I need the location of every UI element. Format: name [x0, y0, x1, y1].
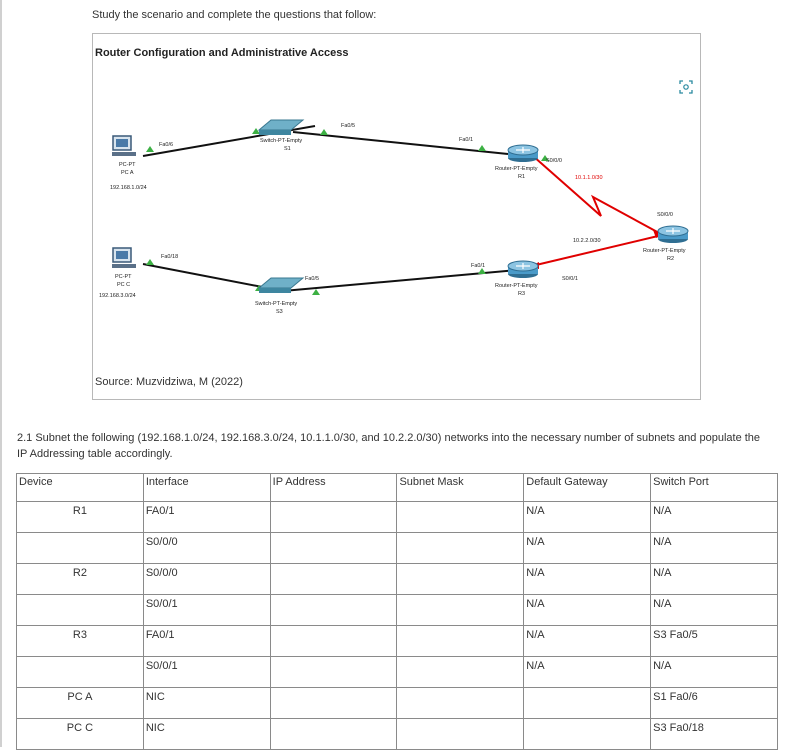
port-led	[146, 259, 154, 265]
router-icon	[508, 145, 538, 162]
table-header-row	[17, 474, 778, 502]
port-led	[252, 128, 260, 134]
port-led	[320, 129, 328, 135]
port-label: Fa0/5	[341, 123, 356, 129]
device-type-label: Router-PT-Empty	[643, 248, 686, 254]
column-header: Switch Port	[651, 474, 778, 502]
ip-address-cell[interactable]	[270, 533, 397, 564]
device-name-label: S3	[276, 309, 283, 315]
device-name-label: S1	[284, 146, 291, 152]
pc-icon	[112, 248, 136, 268]
ip-address-cell[interactable]	[270, 564, 397, 595]
subnet-mask-cell[interactable]	[397, 719, 524, 750]
page-left-border	[0, 0, 2, 747]
device-cell: PC A	[17, 688, 144, 719]
intro-text: Study the scenario and complete the questions that follow:	[92, 9, 377, 21]
device-name-label: R1	[518, 174, 526, 180]
question-2-1: 2.1 Subnet the following (192.168.1.0/24, 192.168.3.0/24, 10.1.1.0/30, and 10.2.2.0/30) networks into the necessary number of subnets and populate the IP Addressing table accordingly.	[17, 432, 761, 460]
ip-address-cell[interactable]	[270, 719, 397, 750]
link-network-label: 10.1.1.0/30	[575, 175, 603, 181]
port-label: S0/0/0	[546, 158, 562, 164]
column-header: IP Address	[270, 474, 397, 502]
subnet-mask-cell[interactable]	[397, 688, 524, 719]
network-label: 192.168.1.0/24	[110, 185, 147, 191]
device-cell	[17, 657, 144, 688]
link-s1-r1	[293, 132, 508, 154]
subnet-mask-cell[interactable]	[397, 657, 524, 688]
default-gateway-cell[interactable]	[524, 688, 651, 719]
interface-cell: NIC	[143, 688, 270, 719]
table-row	[17, 564, 778, 595]
ip-address-cell[interactable]	[270, 626, 397, 657]
port-label: Fa0/1	[459, 137, 474, 143]
port-led	[312, 289, 320, 295]
column-header: Interface	[143, 474, 270, 502]
port-led	[146, 146, 154, 152]
table-row	[17, 502, 778, 533]
column-header: Device	[17, 474, 144, 502]
device-type-label: Router-PT-Empty	[495, 166, 538, 172]
default-gateway-cell: N/A	[524, 626, 651, 657]
expand-image-icon[interactable]	[679, 80, 693, 94]
default-gateway-cell: N/A	[524, 533, 651, 564]
device-type-label: Switch-PT-Empty	[260, 138, 303, 144]
interface-cell: FA0/1	[143, 502, 270, 533]
port-label: Fa0/6	[159, 142, 174, 148]
link-network-label: 10.2.2.0/30	[573, 238, 601, 244]
device-cell: R1	[17, 502, 144, 533]
interface-cell: S0/0/1	[143, 595, 270, 626]
device-cell	[17, 533, 144, 564]
switch-port-cell: S3 Fa0/18	[651, 719, 778, 750]
port-label: Fa0/18	[161, 254, 179, 260]
interface-cell: S0/0/0	[143, 533, 270, 564]
table-row	[17, 657, 778, 688]
switch-port-cell: S3 Fa0/5	[651, 626, 778, 657]
table-row	[17, 533, 778, 564]
device-name-label: R3	[518, 291, 526, 297]
default-gateway-cell: N/A	[524, 564, 651, 595]
port-led	[478, 145, 486, 151]
interface-cell: S0/0/1	[143, 657, 270, 688]
router-icon	[658, 226, 688, 243]
port-label: S0/0/0	[657, 212, 673, 218]
device-type-label: Switch-PT-Empty	[255, 301, 298, 307]
column-header: Subnet Mask	[397, 474, 524, 502]
column-header: Default Gateway	[524, 474, 651, 502]
device-cell: R3	[17, 626, 144, 657]
ip-address-cell[interactable]	[270, 502, 397, 533]
switch-port-cell: N/A	[651, 533, 778, 564]
network-label: 192.168.3.0/24	[99, 293, 136, 299]
topology-figure	[92, 33, 701, 400]
device-name-label: R2	[667, 256, 675, 262]
figure-title: Router Configuration and Administrative Access	[95, 47, 349, 59]
interface-cell: S0/0/0	[143, 564, 270, 595]
topology-diagram	[93, 34, 702, 401]
device-type-label: PC-PT	[119, 162, 136, 168]
subnet-mask-cell[interactable]	[397, 564, 524, 595]
port-label: S0/0/1	[562, 276, 578, 282]
switch-port-cell: N/A	[651, 502, 778, 533]
link-r1-r2-serial	[533, 156, 661, 234]
device-name-label: PC A	[121, 170, 134, 176]
ip-address-cell[interactable]	[270, 688, 397, 719]
subnet-mask-cell[interactable]	[397, 626, 524, 657]
port-label: Fa0/5	[305, 276, 320, 282]
switch-port-cell: S1 Fa0/6	[651, 688, 778, 719]
ip-address-cell[interactable]	[270, 657, 397, 688]
default-gateway-cell[interactable]	[524, 719, 651, 750]
figure-source: Source: Muzvidziwa, M (2022)	[95, 376, 243, 388]
switch-port-cell: N/A	[651, 595, 778, 626]
interface-cell: NIC	[143, 719, 270, 750]
device-type-label: PC-PT	[115, 274, 132, 280]
default-gateway-cell: N/A	[524, 595, 651, 626]
interface-cell: FA0/1	[143, 626, 270, 657]
router-icon	[508, 261, 538, 278]
device-name-label: PC C	[117, 282, 131, 288]
ip-addressing-table	[16, 473, 778, 750]
subnet-mask-cell[interactable]	[397, 595, 524, 626]
table-row	[17, 595, 778, 626]
device-cell: R2	[17, 564, 144, 595]
switch-port-cell: N/A	[651, 564, 778, 595]
switch-port-cell: N/A	[651, 657, 778, 688]
subnet-mask-cell[interactable]	[397, 533, 524, 564]
port-label: Fa0/1	[471, 263, 486, 269]
ip-address-cell[interactable]	[270, 595, 397, 626]
device-type-label: Router-PT-Empty	[495, 283, 538, 289]
default-gateway-cell: N/A	[524, 502, 651, 533]
table-row	[17, 688, 778, 719]
default-gateway-cell: N/A	[524, 657, 651, 688]
pc-icon	[112, 136, 136, 156]
table-row	[17, 626, 778, 657]
device-cell: PC C	[17, 719, 144, 750]
subnet-mask-cell[interactable]	[397, 502, 524, 533]
table-row	[17, 719, 778, 750]
device-cell	[17, 595, 144, 626]
